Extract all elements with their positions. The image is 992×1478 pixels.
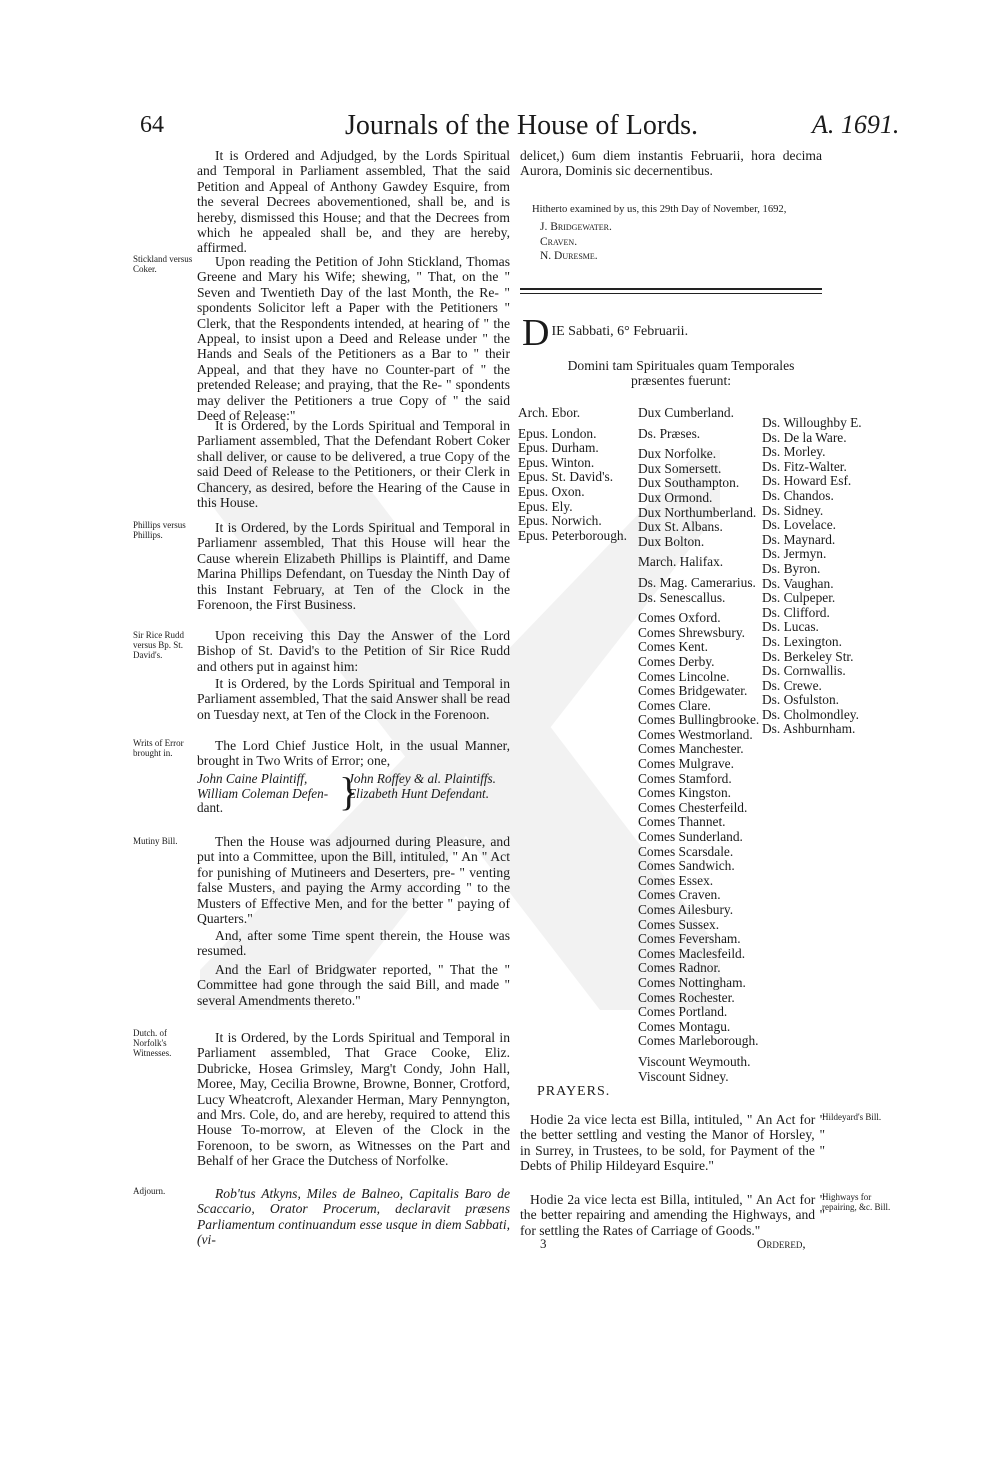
attendee-name: Viscount Sidney. [638, 1068, 729, 1084]
attendee-name: Epus. Winton. [518, 454, 595, 470]
margin-note-highways: Highways for repairing, &c. Bill. [822, 1192, 891, 1212]
day-heading [522, 312, 822, 354]
margin-note-rudd: Sir Rice Rudd versus Bp. St. David's. [133, 630, 184, 660]
bill-highways: Hodie 2a vice lecta est Billa, intituled, " An Act for " the better repairing and amending the Highways, and " for settling the Rates of Carriage of Goods." [520, 1192, 825, 1238]
attendee-name: Comes Marleborough. [638, 1033, 759, 1049]
attendance-dukes-earls [638, 406, 759, 1084]
attendee-name: Comes Maclesfeild. [638, 945, 746, 961]
attendee-name: Comes Portland. [638, 1004, 728, 1020]
attendee-name: Comes Lincolne. [638, 668, 730, 684]
attendee-name: Ds. Berkeley Str. [762, 648, 854, 664]
attendee-name: Dux Norfolke. [638, 446, 717, 462]
writ-two-defendant: Elizabeth Hunt Defendant. [348, 785, 490, 801]
attendee-name: Epus. London. [518, 425, 597, 441]
margin-note-mutiny: Mutiny Bill. [133, 836, 178, 846]
margin-note-adjourn: Adjourn. [133, 1186, 166, 1196]
paragraph-gawdey-order: It is Ordered and Adjudged, by the Lords Spiritual and Temporal in Parliament assembled, That the said Petition and Appeal of Anthony Gawdey Esquire, from the several Decrees abovementioned, shall be, and is hereby, dismissed this House; and that the Decrees from which he appealed shall be, and they are hereby, affirmed. [197, 148, 510, 256]
attendee-name: Ds. Willoughby E. [762, 415, 862, 430]
signature-duresme: N. Duresme. [540, 250, 598, 263]
examiner-signatures [540, 220, 612, 264]
margin-note-writs: Writs of Error brought in. [133, 738, 184, 758]
margin-note-phillips: Phillips versus Phillips. [133, 520, 186, 540]
attendee-name: Ds. Cornwallis. [762, 663, 846, 679]
attendee-name: Dux Northumberland. [638, 504, 757, 520]
attendee-name: Ds. Mag. Camerarius. [638, 574, 756, 590]
writ-two-plaintiff: John Roffey & al. Plaintiffs. [348, 771, 496, 786]
attendee-name: Ds. Crewe. [762, 677, 822, 693]
attendee-name: Dux Ormond. [638, 489, 713, 505]
bill-hildeyard: Hodie 2a vice lecta est Billa, intituled, " An Act for " the better settling and vesting the Manor of Horsley, " in Surrey, in Trustees, to be sold, for Payment of the " Debts of Philip Hildeyard Esquire." [520, 1112, 825, 1174]
paragraph-mutiny-bill: Then the House was adjourned during Pleasure, and put into a Committee, upon the Bill, intituled, " An " Act for punishing of Mutineers and Deserters, pre- " venting false Musters, and paying the Army according " to the Musters of Effective Men, and for the better " paying of Quarters." [197, 834, 510, 927]
paragraph-stickland-petition: Upon reading the Petition of John Stickland, Thomas Greene and Mary his Wife; shewing, " That, on the " Seven and Twentieth Day of the last Month, the Re- " spondents Solicitor left a Paper with the Petitioners " Clerk, that the Respondents intended, at hearing of " the Appeal, to insist upon a Deed and Release under " the Hands and Seals of the Petitioners as a Bar to " their Appeal, and that they have no Counter-part of " the pretended Release; and praying, that the Re- " spondents may deliver the Petitioners a true Copy of " the said Deed of Release:" [197, 254, 510, 424]
attendee-name: Ds. Senescallus. [638, 589, 726, 605]
attendee-name: Ds. Vaughan. [762, 575, 834, 591]
attendee-name: Ds. Lovelace. [762, 517, 836, 533]
writ-one-defendant-cont: dant. [197, 800, 224, 816]
paragraph-adjournment: Rob'tus Atkyns, Miles de Balneo, Capitalis Baro de Scaccario, Orator Procerum, declaravit præsens Parliamentum continuandum esse usque in diem Sabbati, (vi- [197, 1186, 510, 1248]
attendee-name: Comes Montagu. [638, 1018, 731, 1034]
attendee-name: Ds. Osfulston. [762, 692, 840, 708]
attendee-name: Ds. Howard Esf. [762, 473, 852, 489]
page-title: Journals of the House of Lords. [345, 110, 699, 141]
attendee-name: Viscount Weymouth. [638, 1053, 751, 1069]
attendee-name: Comes Kingston. [638, 785, 731, 801]
attendee-name: Ds. Fitz-Walter. [762, 458, 847, 474]
attendee-name: Comes Manchester. [638, 741, 744, 757]
catchword: Ordered, [757, 1236, 806, 1251]
margin-note-hildeyard: Hildeyard's Bill. [822, 1112, 882, 1122]
attendee-name: Comes Shrewsbury. [638, 624, 745, 640]
paragraph-rudd-order: It is Ordered, by the Lords Spiritual and Temporal in Parliament assembled, That the said Answer shall be read on Tuesday next, at Ten of the Clock in the Forenoon. [197, 676, 510, 722]
attendee-name: Dux Bolton. [638, 533, 705, 549]
attendee-name: Ds. Præses. [638, 425, 701, 441]
attendee-name: Epus. Norwich. [518, 513, 602, 529]
page-year: A. 1691. [812, 110, 900, 139]
attendee-name: Comes Sunderland. [638, 829, 743, 845]
attendee-name: Dux Southampton. [638, 475, 740, 491]
attendance-spiritual [518, 406, 627, 543]
attendee-name: Comes Thannet. [638, 814, 726, 830]
section-divider-top [520, 288, 822, 290]
attendee-name: Epus. Oxon. [518, 483, 585, 499]
attendee-name: Dux Somersett. [638, 460, 722, 476]
attendee-name: Comes Radnor. [638, 960, 721, 976]
present-heading: Domini tam Spirituales quam Temporales præsentes fuerunt: [567, 358, 795, 389]
paragraph-norfolk-witnesses: It is Ordered, by the Lords Spiritual and Temporal in Parliament assembled, That Grace Cooke, Eliz. Dubricke, Hosea Grimsley, Marg't Condy, John Hall, Moree, May, Cecilia Browne, Browne, Bonner, Crotford, Lucy Wheatcroft, Alexander Herman, Mary Pennyngton, and Mrs. Cole, do, and are hereby, required to attend this House To-morrow, at Eleven of the Clock in the Forenoon, to be sworn, as Witnesses on the Part and Behalf of her Grace the Dutchess of Norfolke. [197, 1030, 510, 1169]
attendee-name: Comes Feversham. [638, 931, 741, 947]
attendee-name: Ds. Ashburnham. [762, 721, 856, 737]
attendance-barons [762, 416, 862, 737]
page-number: 64 [140, 112, 164, 138]
writ-two [348, 772, 510, 801]
attendee-name: Dux Cumberland. [638, 405, 734, 420]
attendee-name: Ds. Sidney. [762, 502, 824, 518]
paragraph-house-resumed: And, after some Time spent therein, the House was resumed. [197, 928, 510, 959]
section-divider-bottom [520, 293, 822, 294]
attendee-name: Epus. St. David's. [518, 469, 614, 485]
attendee-name: Comes Chesterfeild. [638, 799, 748, 815]
attendee-name: Comes Mulgrave. [638, 756, 734, 772]
day-heading-initial: D [522, 312, 550, 354]
attendee-name: Epus. Ely. [518, 498, 573, 514]
attendee-name: Ds. Lucas. [762, 619, 819, 635]
paragraph-rudd-answer: Upon receiving this Day the Answer of the Lord Bishop of St. David's to the Petition of Sir Rice Rudd and others put in against him: [197, 628, 510, 674]
attendee-name: Comes Essex. [638, 872, 714, 888]
attendee-name: Ds. De la Ware. [762, 429, 847, 445]
paragraph-coker-order: It is Ordered, by the Lords Spiritual and Temporal in Parliament assembled, That the Defendant Robert Coker shall deliver, or cause to be delivered, a true Copy of the said Deed of Release to the Petitioners, or their Clerk in Chancery, as desired, before the Hearing of the Cause in this House. [197, 418, 510, 511]
paragraph-writs-of-error: The Lord Chief Justice Holt, in the usual Manner, brought in Two Writs of Error; one, [197, 738, 510, 769]
attendee-name: Comes Craven. [638, 887, 721, 903]
attendee-name: Ds. Byron. [762, 560, 821, 576]
signature-bridgewater: J. Bridgewater. [540, 221, 612, 233]
attendee-name: Ds. Lexington. [762, 633, 842, 649]
attendee-name: Ds. Chandos. [762, 487, 834, 503]
paragraph-bridgwater-report: And the Earl of Bridgwater reported, " That the " Committee had gone through the said Bill, and made " several Amendments thereto." [197, 962, 510, 1008]
attendee-name: Comes Nottingham. [638, 974, 746, 990]
attendee-name: Ds. Morley. [762, 444, 826, 460]
writ-one-plaintiff: John Caine Plaintiff, [197, 771, 308, 786]
paragraph-phillips-order: It is Ordered, by the Lords Spiritual and Temporal in Parliamenr assembled, That this House will hear the Cause wherein Elizabeth Phillips is Plaintiff, and Dame Marina Phillips Defendant, on Tuesday the Ninth Day of this Instant February, at Ten of the Clock in the Forenoon, the First Business. [197, 520, 510, 613]
writ-one-defendant: William Coleman Defen- [197, 785, 329, 801]
attendee-name: Comes Sandwich. [638, 858, 735, 874]
attendee-name: Comes Westmorland. [638, 726, 753, 742]
attendee-name: Ds. Cholmondley. [762, 706, 859, 722]
writ-one [197, 772, 337, 816]
attendee-name: Comes Scarsdale. [638, 843, 734, 859]
day-heading-text: IE Sabbati, 6° Februarii. [551, 324, 689, 339]
attendee-name: Ds. Culpeper. [762, 590, 836, 606]
attendee-name: Epus. Durham. [518, 440, 599, 456]
paragraph-adjournment-cont: delicet,) 6um diem instantis Februarii, hora decima Aurora, Dominis sic decernentibus. [520, 148, 822, 179]
attendee-name: Comes Clare. [638, 697, 711, 713]
attendee-name: Comes Derby. [638, 653, 715, 669]
signature-mark: 3 [540, 1236, 547, 1251]
attendee-name: Comes Oxford. [638, 610, 721, 626]
margin-note-stickland: Stickland versus Coker. [133, 254, 193, 274]
examined-note: Hitherto examined by us, this 29th Day of November, 1692, [532, 204, 787, 215]
attendee-name: Comes Ailesbury. [638, 902, 734, 917]
attendee-name: March. Halifax. [638, 554, 724, 570]
attendee-name: Dux St. Albans. [638, 519, 723, 535]
attendee-name: Comes Bullingbrooke. [638, 712, 760, 728]
attendee-name: Arch. Ebor. [518, 405, 581, 420]
writ-brace: } [339, 769, 359, 814]
margin-note-norfolk-witnesses: Dutch. of Norfolk's Witnesses. [133, 1028, 172, 1058]
attendee-name: Ds. Jermyn. [762, 546, 827, 562]
attendee-name: Ds. Clifford. [762, 604, 830, 620]
attendee-name: Comes Rochester. [638, 989, 735, 1005]
attendee-name: Epus. Peterborough. [518, 527, 627, 543]
attendee-name: Comes Stamford. [638, 770, 732, 786]
attendee-name: Comes Sussex. [638, 916, 720, 932]
signature-craven: Craven. [540, 235, 578, 248]
prayers-heading: PRAYERS. [537, 1084, 611, 1099]
attendee-name: Comes Bridgewater. [638, 683, 748, 699]
attendee-name: Comes Kent. [638, 639, 708, 655]
attendee-name: Ds. Maynard. [762, 531, 836, 547]
